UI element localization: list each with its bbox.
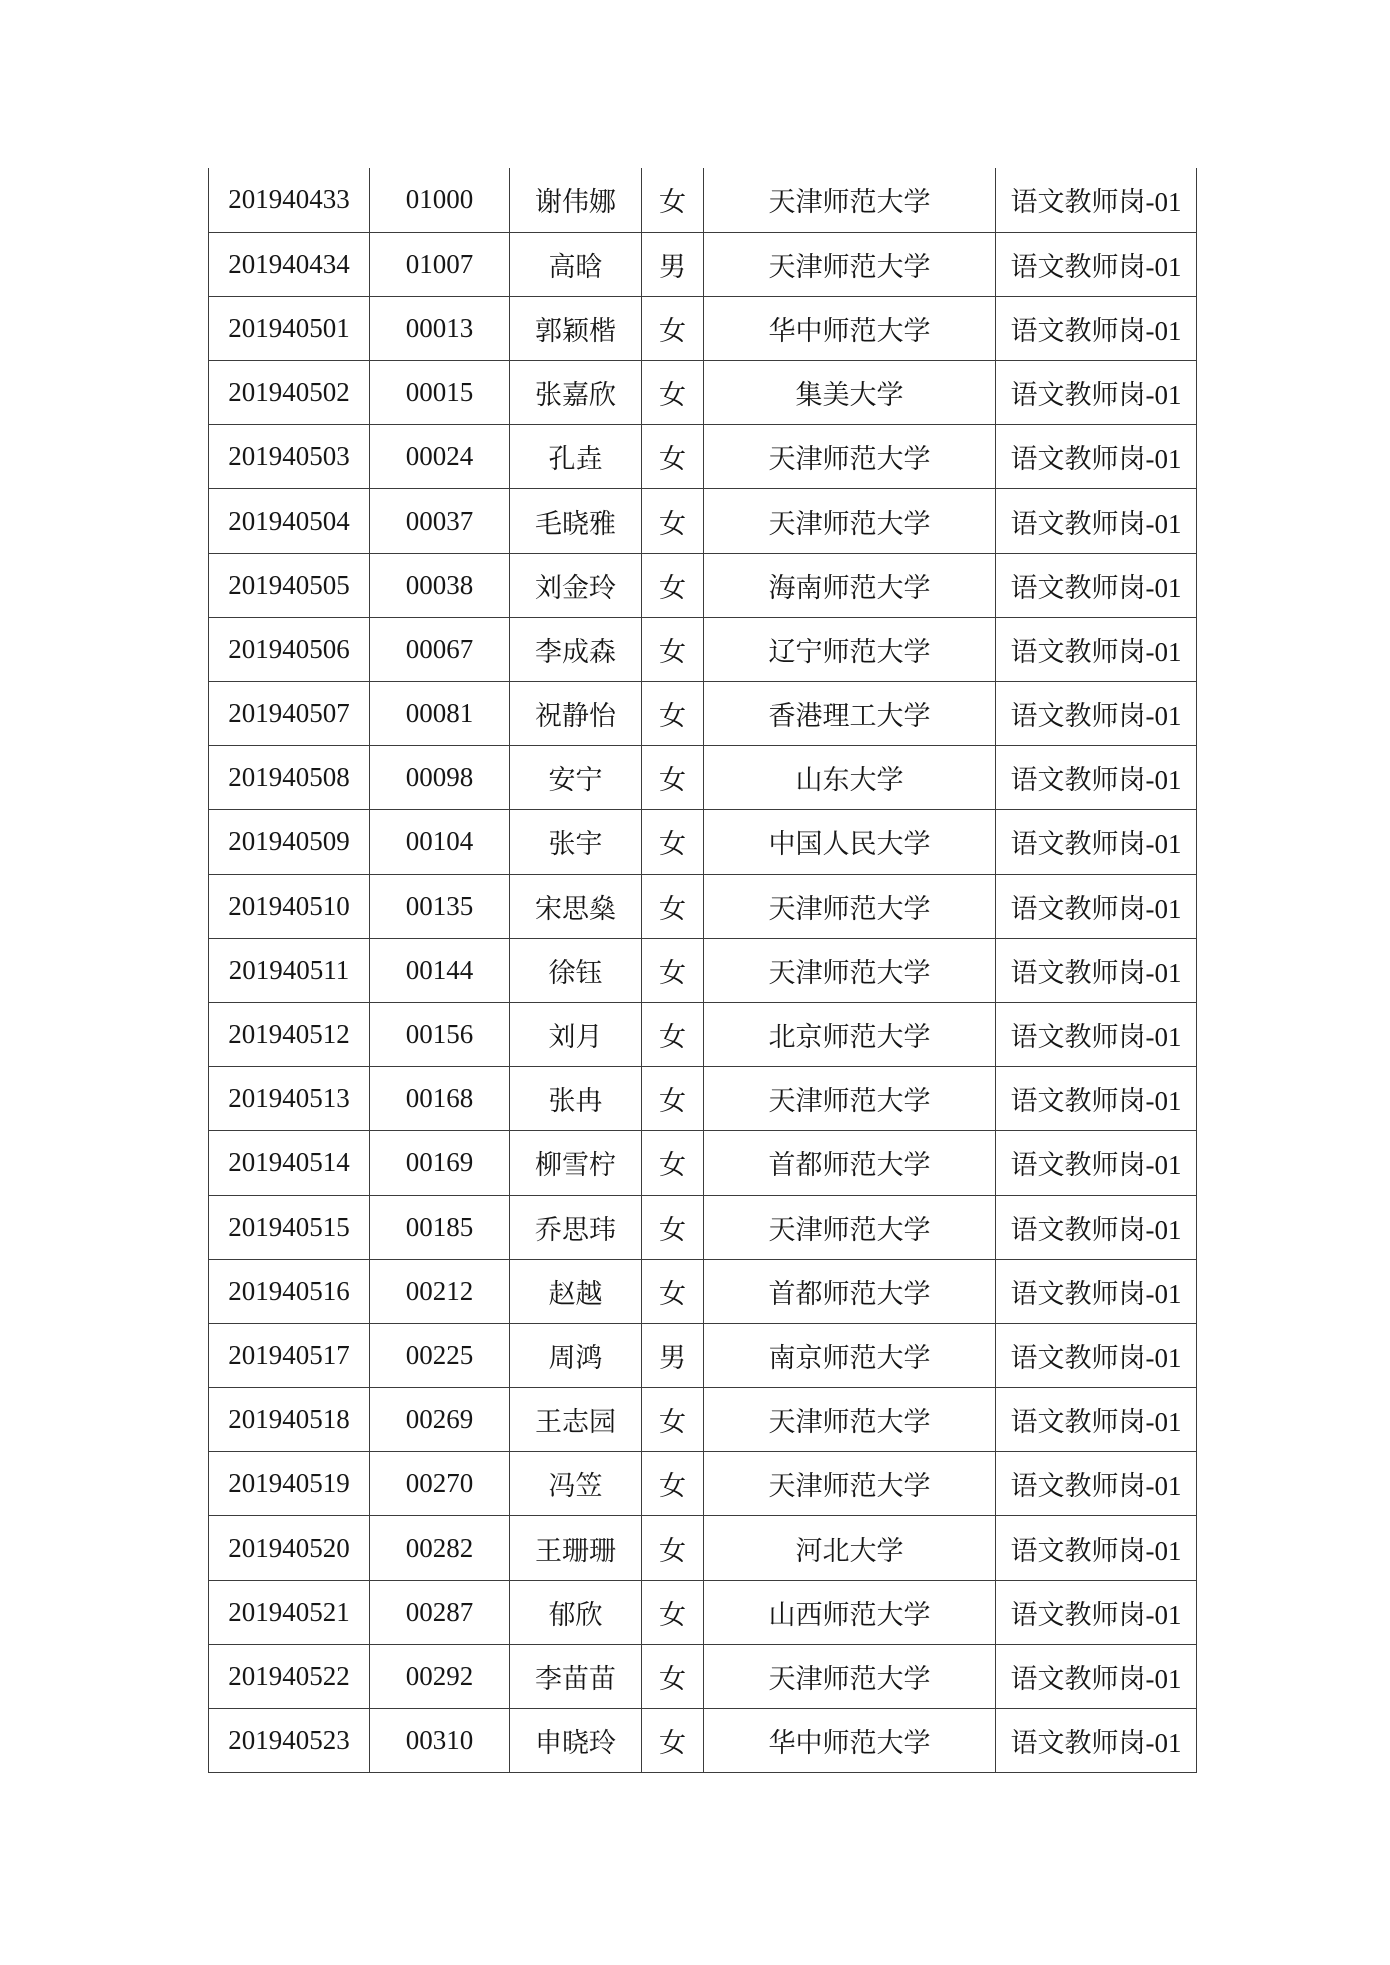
candidate-table-body [209, 168, 1197, 1773]
table-cell: 女 [642, 1195, 704, 1259]
table-cell: 语文教师岗-01 [996, 617, 1197, 681]
table-cell: 00292 [370, 1644, 510, 1708]
table-cell: 语文教师岗-01 [996, 168, 1197, 232]
table-cell: 00168 [370, 1067, 510, 1131]
table-cell: 首都师范大学 [704, 1259, 996, 1323]
table-cell: 集美大学 [704, 361, 996, 425]
table-row [209, 361, 1197, 425]
table-cell: 201940515 [209, 1195, 370, 1259]
table-cell: 孔垚 [510, 425, 642, 489]
table-cell: 女 [642, 938, 704, 1002]
table-cell: 00015 [370, 361, 510, 425]
table-cell: 语文教师岗-01 [996, 1195, 1197, 1259]
table-cell: 王志园 [510, 1388, 642, 1452]
table-cell: 申晓玲 [510, 1709, 642, 1773]
table-cell: 女 [642, 1388, 704, 1452]
table-cell: 00310 [370, 1709, 510, 1773]
table-cell: 辽宁师范大学 [704, 617, 996, 681]
table-cell: 北京师范大学 [704, 1002, 996, 1066]
table-cell: 201940433 [209, 168, 370, 232]
table-cell: 女 [642, 1002, 704, 1066]
table-cell: 女 [642, 617, 704, 681]
table-cell: 201940517 [209, 1323, 370, 1387]
table-row [209, 1195, 1197, 1259]
table-cell: 香港理工大学 [704, 682, 996, 746]
table-cell: 天津师范大学 [704, 425, 996, 489]
table-cell: 201940518 [209, 1388, 370, 1452]
table-cell: 天津师范大学 [704, 168, 996, 232]
table-cell: 女 [642, 1131, 704, 1195]
table-cell: 女 [642, 682, 704, 746]
table-cell: 00270 [370, 1452, 510, 1516]
table-cell: 语文教师岗-01 [996, 1002, 1197, 1066]
table-cell: 刘月 [510, 1002, 642, 1066]
table-cell: 天津师范大学 [704, 489, 996, 553]
table-cell: 00225 [370, 1323, 510, 1387]
table-cell: 201940522 [209, 1644, 370, 1708]
table-row [209, 1709, 1197, 1773]
table-cell: 00156 [370, 1002, 510, 1066]
table-cell: 女 [642, 810, 704, 874]
table-cell: 语文教师岗-01 [996, 1131, 1197, 1195]
table-row [209, 1516, 1197, 1580]
table-cell: 冯笠 [510, 1452, 642, 1516]
table-cell: 语文教师岗-01 [996, 1259, 1197, 1323]
table-cell: 201940516 [209, 1259, 370, 1323]
table-row [209, 1067, 1197, 1131]
table-cell: 郭颖楷 [510, 296, 642, 360]
table-cell: 语文教师岗-01 [996, 553, 1197, 617]
table-cell: 201940521 [209, 1580, 370, 1644]
table-cell: 201940511 [209, 938, 370, 1002]
table-cell: 女 [642, 1516, 704, 1580]
table-cell: 首都师范大学 [704, 1131, 996, 1195]
table-row [209, 874, 1197, 938]
table-cell: 00135 [370, 874, 510, 938]
table-cell: 00067 [370, 617, 510, 681]
table-cell: 女 [642, 746, 704, 810]
table-cell: 天津师范大学 [704, 874, 996, 938]
table-cell: 天津师范大学 [704, 1388, 996, 1452]
table-cell: 语文教师岗-01 [996, 489, 1197, 553]
table-cell: 周鸿 [510, 1323, 642, 1387]
table-cell: 乔思玮 [510, 1195, 642, 1259]
table-row [209, 553, 1197, 617]
table-cell: 00038 [370, 553, 510, 617]
table-cell: 语文教师岗-01 [996, 938, 1197, 1002]
table-cell: 天津师范大学 [704, 938, 996, 1002]
table-cell: 00269 [370, 1388, 510, 1452]
table-cell: 华中师范大学 [704, 1709, 996, 1773]
table-row [209, 489, 1197, 553]
table-cell: 00212 [370, 1259, 510, 1323]
table-cell: 201940513 [209, 1067, 370, 1131]
table-cell: 语文教师岗-01 [996, 296, 1197, 360]
table-row [209, 168, 1197, 232]
table-cell: 201940503 [209, 425, 370, 489]
table-cell: 安宁 [510, 746, 642, 810]
table-cell: 01007 [370, 232, 510, 296]
table-row [209, 1131, 1197, 1195]
table-row [209, 1323, 1197, 1387]
table-cell: 00185 [370, 1195, 510, 1259]
table-cell: 201940501 [209, 296, 370, 360]
table-cell: 语文教师岗-01 [996, 1323, 1197, 1387]
table-cell: 柳雪柠 [510, 1131, 642, 1195]
table-cell: 语文教师岗-01 [996, 874, 1197, 938]
table-cell: 201940505 [209, 553, 370, 617]
table-cell: 201940523 [209, 1709, 370, 1773]
table-cell: 山西师范大学 [704, 1580, 996, 1644]
table-cell: 女 [642, 553, 704, 617]
table-cell: 语文教师岗-01 [996, 1709, 1197, 1773]
table-cell: 201940509 [209, 810, 370, 874]
table-cell: 山东大学 [704, 746, 996, 810]
table-cell: 张冉 [510, 1067, 642, 1131]
table-cell: 中国人民大学 [704, 810, 996, 874]
table-row [209, 1580, 1197, 1644]
table-cell: 00169 [370, 1131, 510, 1195]
table-row [209, 617, 1197, 681]
table-row [209, 296, 1197, 360]
table-cell: 女 [642, 489, 704, 553]
table-cell: 00013 [370, 296, 510, 360]
table-cell: 女 [642, 1709, 704, 1773]
table-cell: 201940514 [209, 1131, 370, 1195]
table-cell: 00287 [370, 1580, 510, 1644]
table-cell: 刘金玲 [510, 553, 642, 617]
table-cell: 00024 [370, 425, 510, 489]
table-cell: 语文教师岗-01 [996, 1580, 1197, 1644]
table-cell: 00098 [370, 746, 510, 810]
table-cell: 201940520 [209, 1516, 370, 1580]
table-cell: 毛晓雅 [510, 489, 642, 553]
table-cell: 天津师范大学 [704, 1644, 996, 1708]
table-cell: 201940508 [209, 746, 370, 810]
table-row [209, 1388, 1197, 1452]
table-cell: 语文教师岗-01 [996, 682, 1197, 746]
table-cell: 00144 [370, 938, 510, 1002]
table-cell: 语文教师岗-01 [996, 1388, 1197, 1452]
table-cell: 201940434 [209, 232, 370, 296]
table-cell: 王珊珊 [510, 1516, 642, 1580]
table-cell: 女 [642, 1580, 704, 1644]
table-cell: 201940507 [209, 682, 370, 746]
table-cell: 李成森 [510, 617, 642, 681]
table-cell: 女 [642, 168, 704, 232]
candidate-roster-table-container [208, 168, 1197, 1773]
table-cell: 天津师范大学 [704, 232, 996, 296]
table-cell: 语文教师岗-01 [996, 425, 1197, 489]
table-cell: 201940506 [209, 617, 370, 681]
table-row [209, 1644, 1197, 1708]
table-cell: 201940502 [209, 361, 370, 425]
table-cell: 男 [642, 1323, 704, 1387]
table-cell: 00081 [370, 682, 510, 746]
table-cell: 语文教师岗-01 [996, 1644, 1197, 1708]
table-row [209, 1452, 1197, 1516]
table-cell: 201940510 [209, 874, 370, 938]
table-cell: 语文教师岗-01 [996, 232, 1197, 296]
table-cell: 高晗 [510, 232, 642, 296]
table-cell: 女 [642, 1452, 704, 1516]
table-cell: 语文教师岗-01 [996, 810, 1197, 874]
table-cell: 01000 [370, 168, 510, 232]
table-cell: 赵越 [510, 1259, 642, 1323]
table-row [209, 938, 1197, 1002]
table-row [209, 746, 1197, 810]
table-cell: 女 [642, 425, 704, 489]
table-cell: 00282 [370, 1516, 510, 1580]
table-cell: 语文教师岗-01 [996, 1452, 1197, 1516]
table-cell: 天津师范大学 [704, 1195, 996, 1259]
table-cell: 女 [642, 1067, 704, 1131]
table-cell: 语文教师岗-01 [996, 361, 1197, 425]
table-cell: 张嘉欣 [510, 361, 642, 425]
table-cell: 201940519 [209, 1452, 370, 1516]
table-cell: 女 [642, 296, 704, 360]
table-row [209, 232, 1197, 296]
table-row [209, 810, 1197, 874]
candidate-roster-table [208, 168, 1197, 1773]
table-cell: 201940504 [209, 489, 370, 553]
table-cell: 语文教师岗-01 [996, 1067, 1197, 1131]
table-cell: 男 [642, 232, 704, 296]
table-cell: 00104 [370, 810, 510, 874]
table-row [209, 1259, 1197, 1323]
table-cell: 201940512 [209, 1002, 370, 1066]
table-cell: 女 [642, 1259, 704, 1323]
table-cell: 女 [642, 874, 704, 938]
table-cell: 祝静怡 [510, 682, 642, 746]
table-row [209, 1002, 1197, 1066]
table-cell: 海南师范大学 [704, 553, 996, 617]
table-cell: 李苗苗 [510, 1644, 642, 1708]
table-cell: 郁欣 [510, 1580, 642, 1644]
table-row [209, 682, 1197, 746]
table-cell: 河北大学 [704, 1516, 996, 1580]
table-cell: 语文教师岗-01 [996, 1516, 1197, 1580]
table-cell: 谢伟娜 [510, 168, 642, 232]
table-cell: 女 [642, 1644, 704, 1708]
table-cell: 天津师范大学 [704, 1067, 996, 1131]
table-cell: 00037 [370, 489, 510, 553]
table-cell: 张宇 [510, 810, 642, 874]
table-cell: 语文教师岗-01 [996, 746, 1197, 810]
table-cell: 华中师范大学 [704, 296, 996, 360]
table-cell: 徐钰 [510, 938, 642, 1002]
table-cell: 南京师范大学 [704, 1323, 996, 1387]
table-cell: 宋思燊 [510, 874, 642, 938]
table-cell: 天津师范大学 [704, 1452, 996, 1516]
table-cell: 女 [642, 361, 704, 425]
table-row [209, 425, 1197, 489]
